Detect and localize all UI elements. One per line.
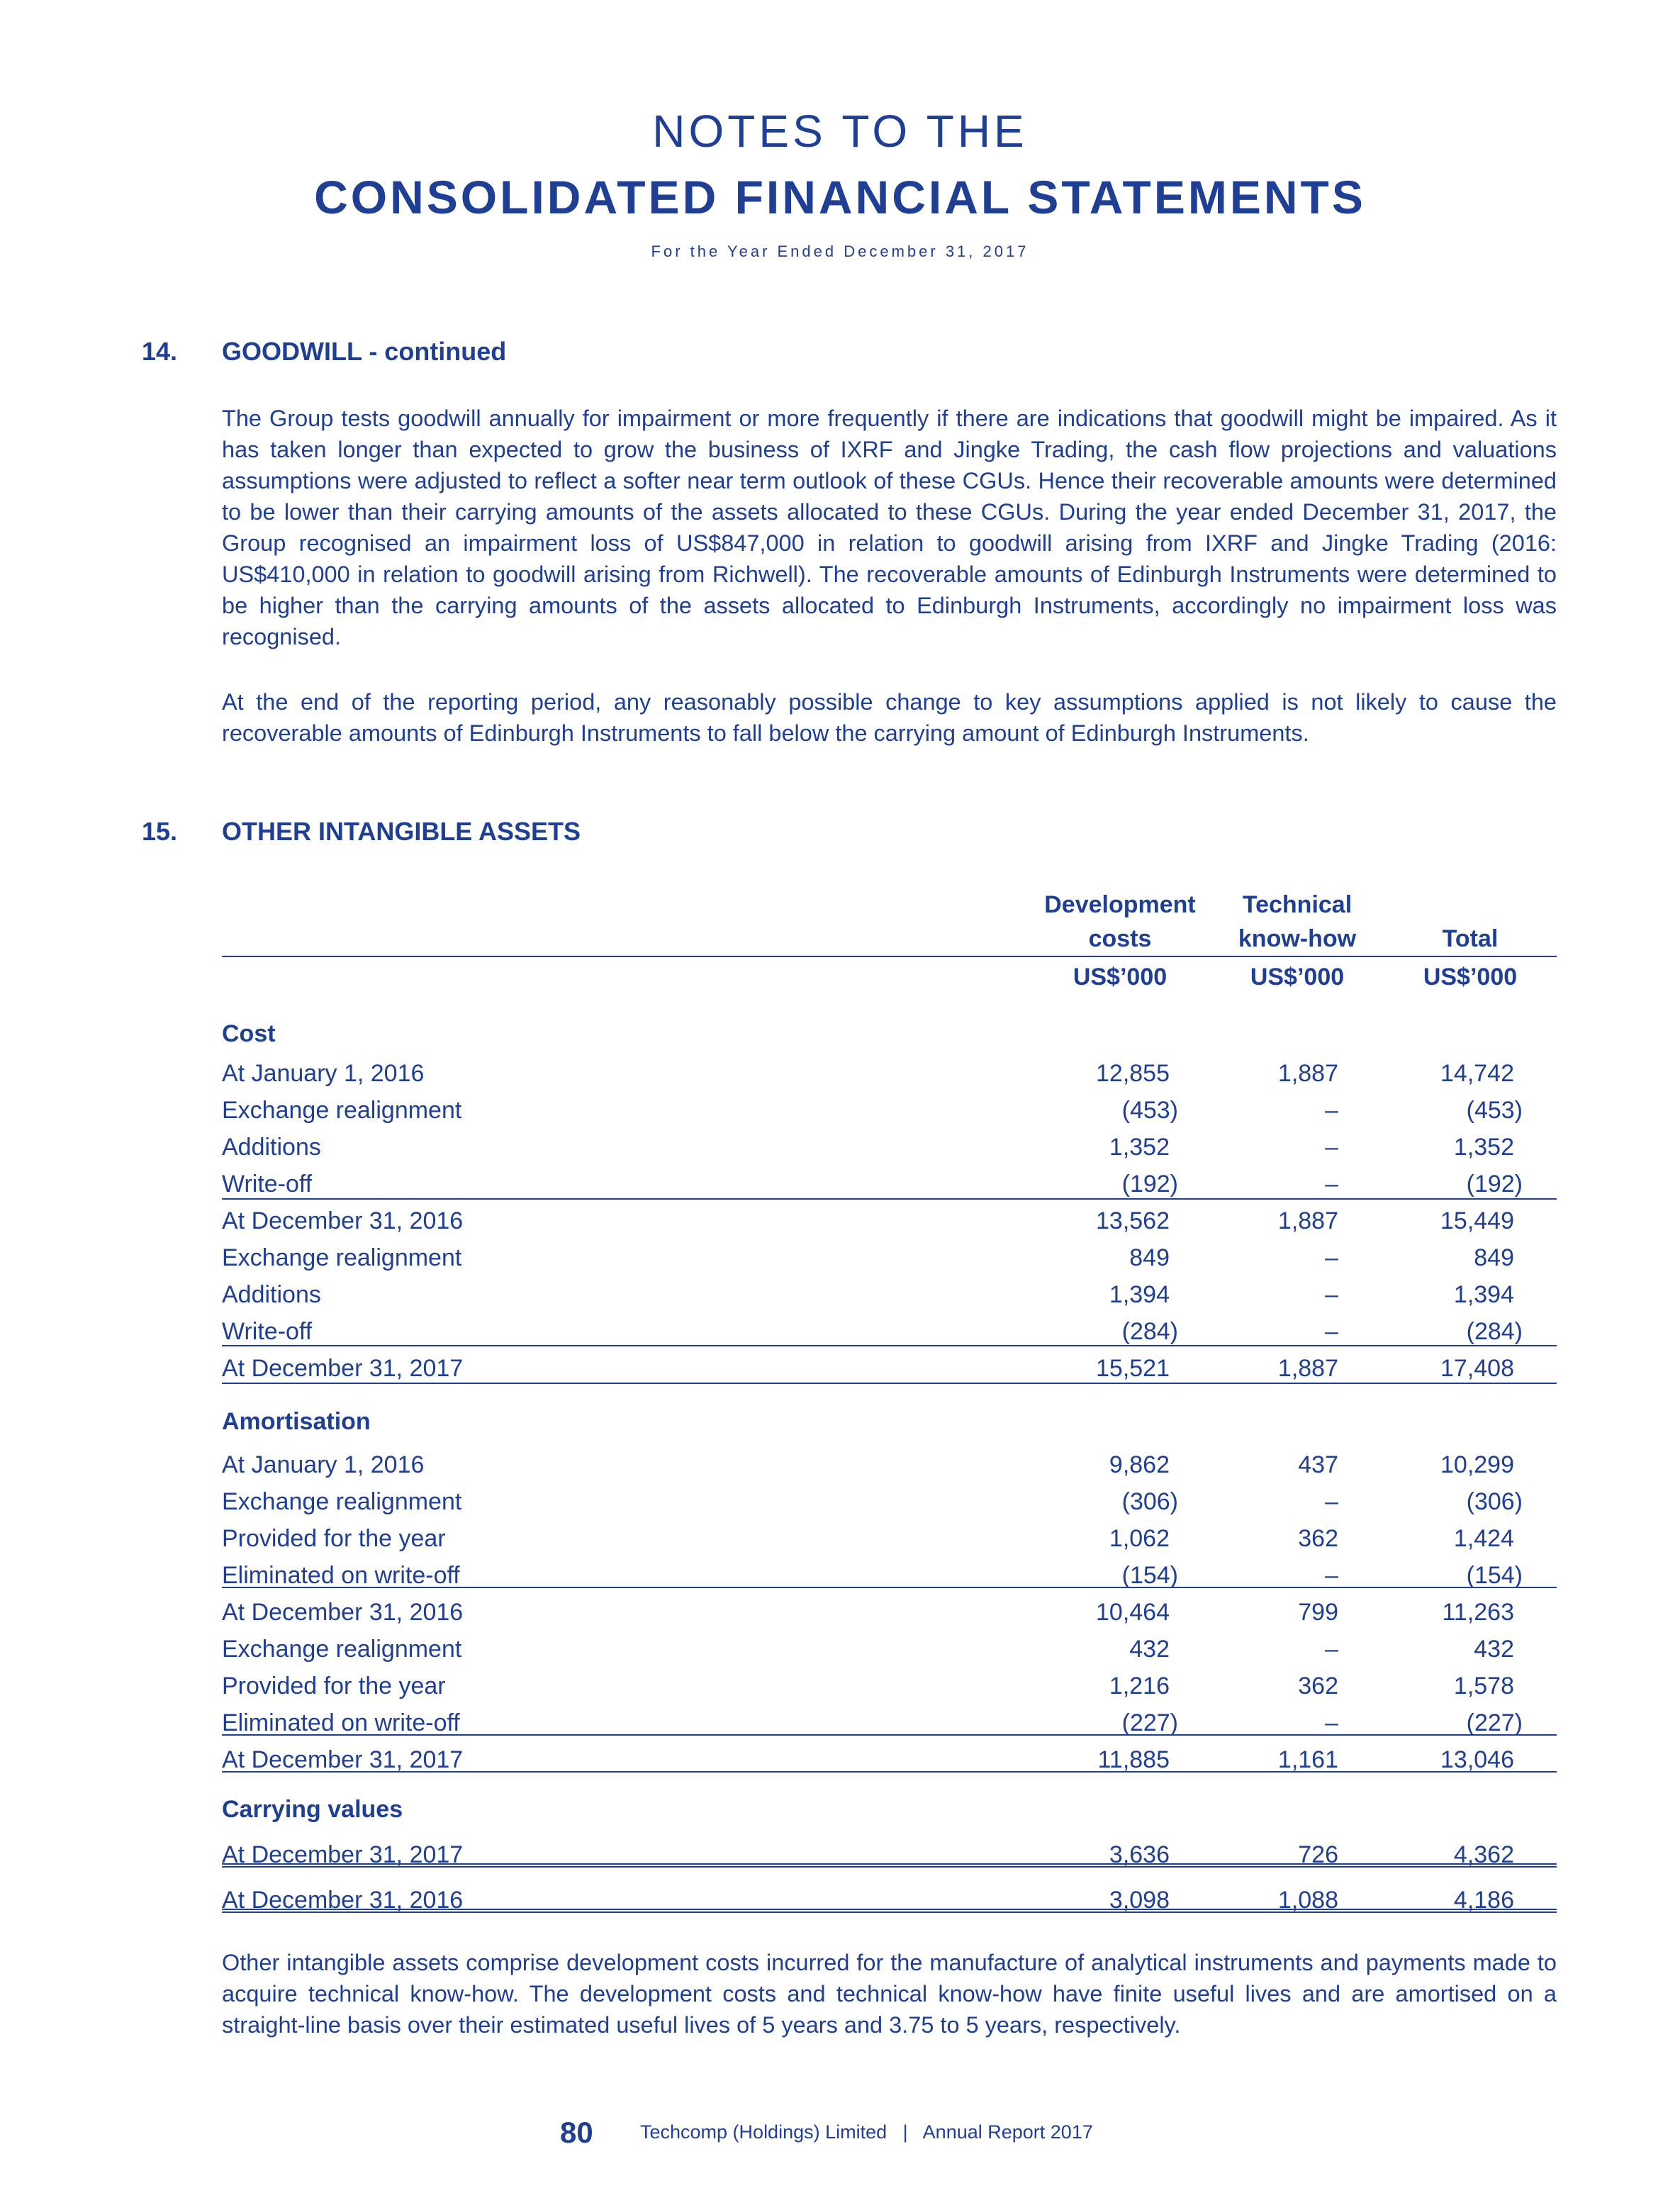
- header-rule: [222, 956, 1557, 957]
- cell-total: 849: [1474, 1244, 1514, 1271]
- cell-total: 4,362: [1453, 1841, 1514, 1868]
- cell-tech: 362: [1298, 1673, 1338, 1699]
- page-subtitle: For the Year Ended December 31, 2017: [651, 242, 1029, 260]
- cell-total: 1,394: [1453, 1281, 1514, 1308]
- row-label: Exchange realignment: [222, 1097, 462, 1124]
- cell-tech: 726: [1298, 1841, 1338, 1868]
- cell-total: 13,046: [1440, 1746, 1514, 1773]
- row-label: Exchange realignment: [222, 1244, 462, 1271]
- cell-tech: –: [1325, 1562, 1338, 1589]
- rule-after-amort-2016-writeoff: [222, 1587, 1557, 1588]
- cell-dev: 15,521: [1096, 1355, 1170, 1382]
- cell-tech: –: [1325, 1171, 1338, 1198]
- col-header-dev-line2: costs: [1088, 925, 1152, 952]
- row-label: Additions: [222, 1281, 321, 1308]
- cell-dev: (306): [1121, 1488, 1178, 1515]
- cell-tech: –: [1325, 1488, 1338, 1515]
- cell-total: (306): [1466, 1488, 1523, 1515]
- row-label: Eliminated on write-off: [222, 1709, 460, 1736]
- col-header-total: Total: [1442, 925, 1499, 952]
- cell-dev: (192): [1121, 1171, 1178, 1198]
- page-header-line1: NOTES TO THE: [652, 106, 1028, 157]
- row-label: At December 31, 2017: [222, 1746, 464, 1773]
- cell-total: 432: [1474, 1636, 1514, 1663]
- cell-dev: 1,352: [1109, 1134, 1170, 1161]
- row-label: At December 31, 2017: [222, 1841, 464, 1868]
- cell-total: (227): [1466, 1709, 1523, 1736]
- row-label: Provided for the year: [222, 1673, 446, 1699]
- col-unit-technical: US$’000: [1250, 964, 1345, 990]
- section-14-paragraph-2: At the end of the reporting period, any reasonably possible change to key assumptions applied is not likely to cause the recoverable amounts of Edinburgh Instruments to fall below the carrying amount of Edinburgh Instruments.: [222, 689, 1557, 746]
- row-label: Provided for the year: [222, 1525, 446, 1552]
- col-unit-development: US$’000: [1073, 964, 1167, 990]
- cell-tech: 437: [1298, 1451, 1338, 1478]
- double-rule-carrying-2016: [222, 1909, 1557, 1913]
- section-14-paragraph-1: The Group tests goodwill annually for impairment or more frequently if there are indications that goodwill might be impaired. As it has taken longer than expected to grow the business of IXRF and Jingke Trading, the cash flow projections and valuations assumptions were adjusted to reflect a softer near term outlook of these CGUs. Hence their recoverable amounts were determined to be lower than their carrying amounts of the assets allocated to these CGUs. During the year ended December 31, 2017, the Group recognised an impairment loss of US$847,000 in relation to goodwill arising from IXRF and Jingke Trading (2016: US$410,000 in relation to goodwill arising from Richwell). The recoverable amounts of Edinburgh Instruments were determined to be higher than the carrying amounts of the assets allocated to Edinburgh Instruments, accordingly no impairment loss was recognised.: [222, 406, 1557, 649]
- cell-dev: (453): [1121, 1097, 1178, 1124]
- cell-total: 1,424: [1453, 1525, 1514, 1552]
- cell-total: 14,742: [1440, 1060, 1514, 1087]
- cell-tech: –: [1325, 1281, 1338, 1308]
- double-rule-carrying-2017: [222, 1863, 1557, 1868]
- cell-dev: 9,862: [1109, 1451, 1170, 1478]
- cell-dev: 11,885: [1097, 1746, 1170, 1773]
- cell-dev: 3,636: [1109, 1841, 1170, 1868]
- row-label: At January 1, 2016: [222, 1060, 425, 1087]
- section-15-number: 15.: [142, 817, 178, 846]
- col-header-tech-line1: Technical: [1242, 891, 1353, 918]
- rule-after-amort-total: [222, 1771, 1557, 1773]
- row-label: At December 31, 2016: [222, 1887, 464, 1914]
- cell-dev: (284): [1121, 1318, 1178, 1345]
- rule-after-cost-total: [222, 1383, 1557, 1384]
- section-14-title: GOODWILL - continued: [222, 337, 507, 366]
- cell-tech: –: [1325, 1318, 1338, 1345]
- cell-dev: 432: [1129, 1636, 1170, 1663]
- cell-total: (453): [1466, 1097, 1523, 1124]
- cell-dev: (154): [1121, 1562, 1178, 1589]
- cell-tech: 1,887: [1277, 1355, 1338, 1382]
- cell-total: 10,299: [1440, 1451, 1514, 1478]
- cell-total: 11,263: [1442, 1599, 1514, 1626]
- cell-tech: 1,887: [1277, 1060, 1338, 1087]
- section-14-number: 14.: [142, 337, 178, 366]
- cell-tech: –: [1325, 1709, 1338, 1736]
- cell-dev: 13,562: [1096, 1207, 1170, 1234]
- cell-dev: 1,216: [1109, 1673, 1170, 1699]
- row-label: Eliminated on write-off: [222, 1562, 460, 1589]
- cell-tech: 799: [1298, 1599, 1338, 1626]
- cell-tech: 1,088: [1277, 1887, 1338, 1914]
- row-label: At January 1, 2016: [222, 1451, 425, 1478]
- rule-after-amort-2017-writeoff: [222, 1734, 1557, 1736]
- cell-dev: (227): [1121, 1709, 1178, 1736]
- cell-total: (192): [1466, 1171, 1523, 1198]
- cell-dev: 10,464: [1096, 1599, 1170, 1626]
- section-15-title: OTHER INTANGIBLE ASSETS: [222, 817, 581, 846]
- cell-dev: 12,855: [1096, 1060, 1170, 1087]
- rule-after-cost-2016-writeoff: [222, 1198, 1557, 1200]
- cell-tech: 1,887: [1277, 1207, 1338, 1234]
- cell-tech: –: [1325, 1097, 1338, 1124]
- col-header-dev-line1: Development: [1044, 891, 1196, 918]
- group-label-amortisation: Amortisation: [222, 1408, 371, 1435]
- section-15-note: Other intangible assets comprise development costs incurred for the manufacture of analytical instruments and payments made to acquire technical know-how. The development costs and technical know-how have finite useful lives and are amortised on a straight-line basis over their estimated useful lives of 5 years and 3.75 to 5 years, respectively.: [222, 1950, 1557, 2038]
- row-label: At December 31, 2017: [222, 1355, 464, 1382]
- group-label-carrying-values: Carrying values: [222, 1796, 403, 1823]
- cell-tech: –: [1325, 1134, 1338, 1161]
- page-number: 80: [560, 2116, 593, 2149]
- row-label: At December 31, 2016: [222, 1207, 464, 1234]
- cell-tech: 362: [1298, 1525, 1338, 1552]
- cell-total: 4,186: [1453, 1887, 1514, 1914]
- row-label: Write-off: [222, 1318, 313, 1345]
- cell-dev: 849: [1129, 1244, 1170, 1271]
- cell-tech: –: [1325, 1244, 1338, 1271]
- cell-dev: 3,098: [1109, 1887, 1170, 1914]
- group-label-cost: Cost: [222, 1020, 276, 1047]
- col-unit-total: US$’000: [1423, 964, 1518, 990]
- rule-after-cost-2017-writeoff: [222, 1345, 1557, 1346]
- cell-tech: 1,161: [1277, 1746, 1338, 1773]
- row-label: Exchange realignment: [222, 1488, 462, 1515]
- row-label: At December 31, 2016: [222, 1599, 464, 1626]
- cell-dev: 1,394: [1109, 1281, 1170, 1308]
- row-label: Exchange realignment: [222, 1636, 462, 1663]
- footer-company-report: Techcomp (Holdings) Limited | Annual Report 2017: [640, 2121, 1093, 2143]
- cell-dev: 1,062: [1109, 1525, 1170, 1552]
- page-title: CONSOLIDATED FINANCIAL STATEMENTS: [314, 171, 1366, 223]
- col-header-development-costs: [1028, 888, 1212, 956]
- cell-total: 17,408: [1440, 1355, 1514, 1382]
- cell-total: 15,449: [1440, 1207, 1514, 1234]
- cell-total: (284): [1466, 1318, 1523, 1345]
- col-header-technical-know-how: [1205, 888, 1389, 956]
- cell-tech: –: [1325, 1636, 1338, 1663]
- row-label: Additions: [222, 1134, 321, 1161]
- cell-total: 1,352: [1453, 1134, 1514, 1161]
- row-label: Write-off: [222, 1171, 313, 1198]
- col-header-tech-line2: know-how: [1238, 925, 1357, 952]
- cell-total: 1,578: [1453, 1673, 1514, 1699]
- cell-total: (154): [1466, 1562, 1523, 1589]
